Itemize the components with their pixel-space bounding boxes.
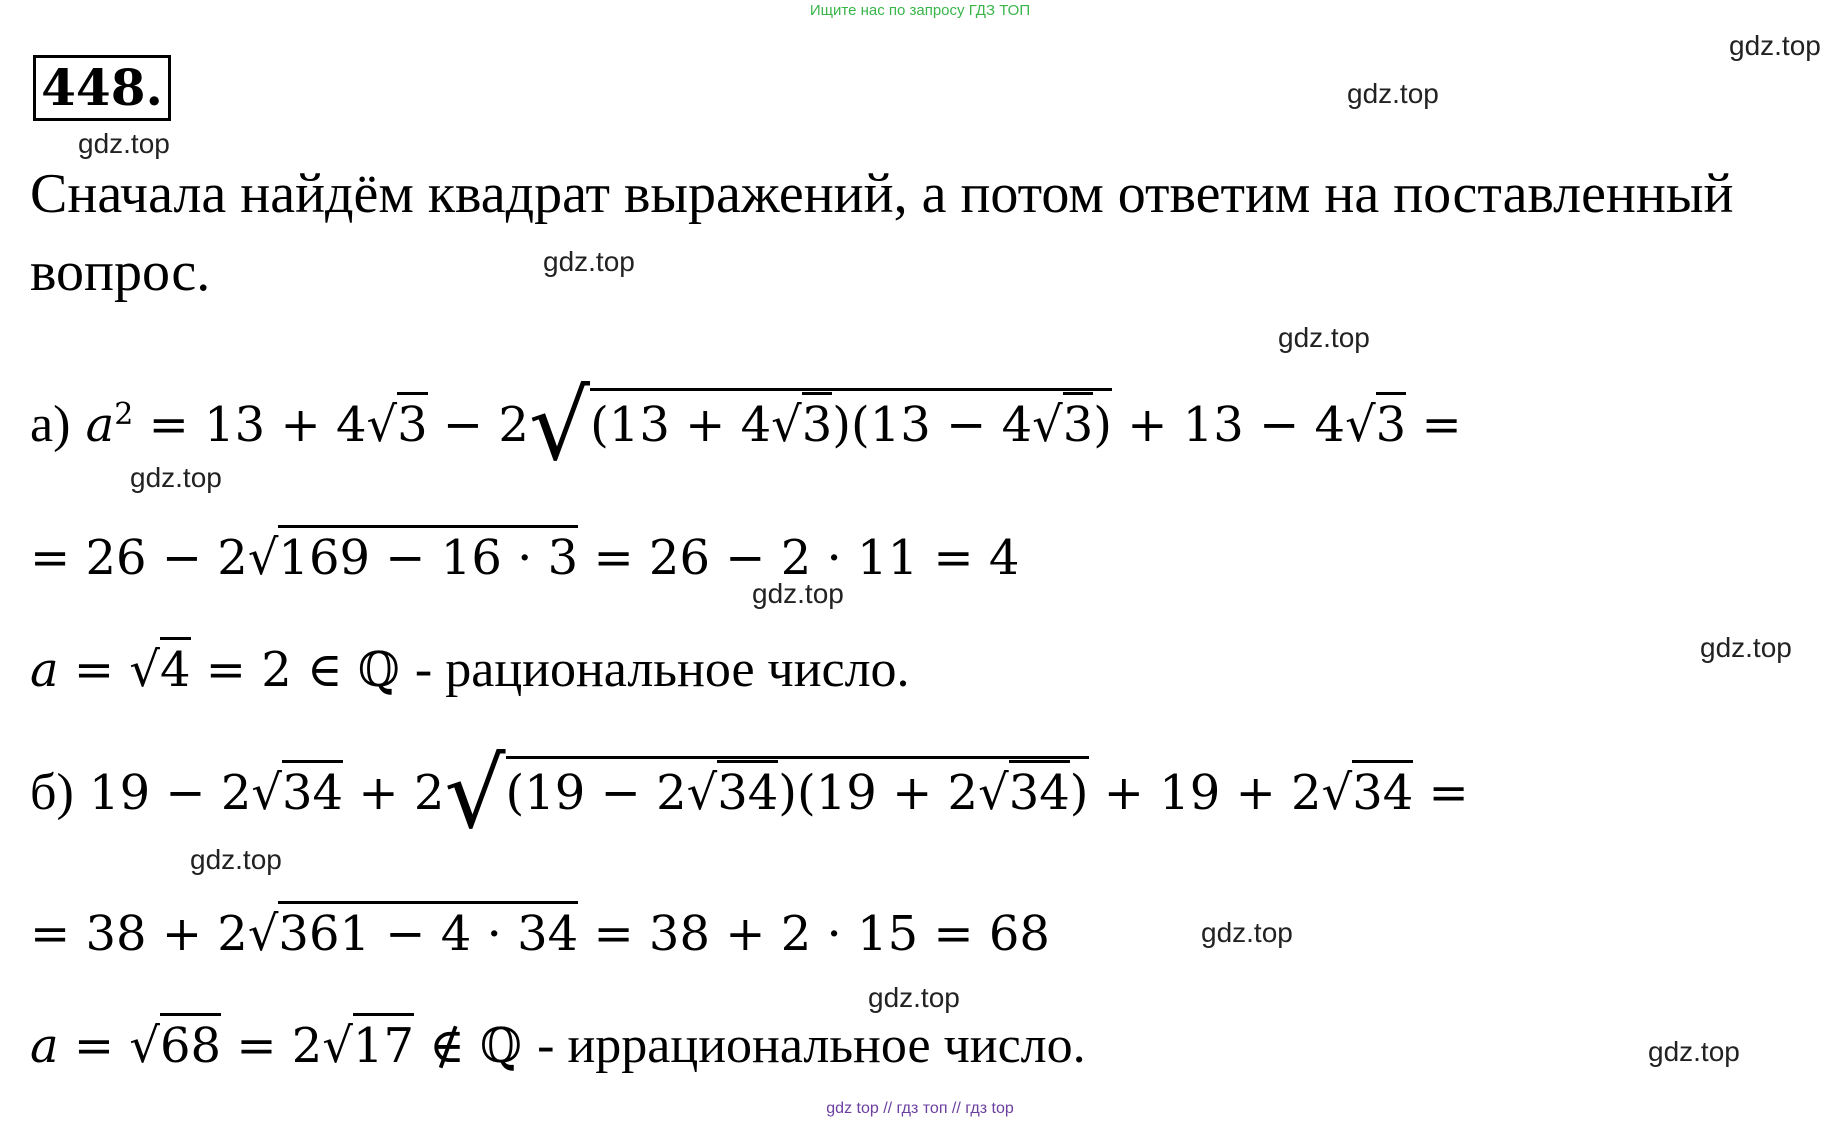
sqrt-symbol: √ [251, 765, 282, 821]
part-b-label: б) [30, 764, 74, 821]
radicand: 4 [160, 637, 191, 698]
conclusion-text: - рациональное число. [414, 641, 910, 698]
sqrt-symbol: √ [247, 530, 279, 586]
watermark: gdz.top [190, 844, 282, 875]
part-b-line-3 [30, 1016, 1086, 1076]
radicand: 3 [397, 392, 428, 453]
conclusion-text: - иррациональное число. [537, 1017, 1086, 1074]
var-a: a [30, 642, 59, 698]
part-a-line-3 [30, 640, 910, 700]
expr-post: + 13 − 4 [1127, 397, 1346, 453]
expr-post: = 2 ∈ ℚ [205, 642, 400, 698]
big-radicand: (13 + 4√3)(13 − 4√3) [590, 388, 1112, 453]
sqrt-symbol: √ [366, 397, 398, 453]
var-a: a [85, 397, 115, 453]
watermark: gdz.top [78, 128, 170, 159]
sqrt-symbol: √ [1345, 397, 1376, 453]
sqrt-symbol: √ [247, 906, 279, 962]
watermark: gdz.top [1648, 1036, 1740, 1067]
radicand: 34 [1352, 760, 1413, 821]
problem-number: 448. [33, 55, 171, 121]
watermark: gdz.top [1201, 917, 1293, 948]
equals: = [73, 642, 115, 698]
big-radicand: (19 − 2√34)(19 + 2√34) [506, 756, 1089, 821]
big-sqrt-symbol: √ [444, 738, 506, 850]
intro-text: Сначала найдём квадрат выражений, а потом ответим на поставленный вопрос. [30, 163, 1734, 303]
footer-watermark: gdz top // гдз топ // гдз top [826, 1100, 1014, 1117]
equals: = [1428, 765, 1469, 821]
watermark: gdz.top [752, 578, 844, 609]
watermark: gdz.top [130, 462, 222, 493]
sqrt-symbol: √ [1321, 765, 1353, 821]
expr-post: = 38 + 2 · 15 = 68 [593, 906, 1050, 962]
expr-mid: − 2 [442, 397, 529, 453]
sqrt-symbol: √ [129, 642, 160, 698]
equals: = [73, 1018, 115, 1074]
big-sqrt-symbol: √ [528, 370, 591, 482]
expr-post: + 19 + 2 [1103, 765, 1322, 821]
watermark: gdz.top [1729, 30, 1821, 61]
watermark: gdz.top [1700, 632, 1792, 663]
watermark: gdz.top [1278, 322, 1370, 353]
top-banner: Ищите нас по запросу ГДЗ ТОП [809, 2, 1031, 19]
watermark: gdz.top [1347, 78, 1439, 109]
sqrt-symbol: √ [129, 1018, 160, 1074]
part-a-line-2 [30, 528, 1019, 588]
radicand: 169 − 16 · 3 [278, 525, 578, 586]
expr-pre: = 38 + 2 [30, 906, 248, 962]
radicand: 361 − 4 · 34 [278, 901, 578, 962]
exponent: 2 [114, 397, 134, 432]
equals: = [1421, 397, 1462, 453]
expr-post: = 26 − 2 · 11 = 4 [593, 530, 1020, 586]
expr-pre: 19 − 2 [89, 765, 252, 821]
radicand: 17 [353, 1013, 414, 1074]
sqrt-symbol: √ [322, 1018, 353, 1074]
part-a-label: а) [30, 396, 71, 453]
expr-pre: = 26 − 2 [30, 530, 248, 586]
radicand: 34 [282, 760, 343, 821]
radicand: 3 [1376, 392, 1407, 453]
part-b-line-2 [30, 904, 1050, 964]
watermark: gdz.top [543, 246, 635, 277]
part-b-line-1 [30, 738, 1469, 850]
expr-post: ∉ ℚ [429, 1018, 522, 1074]
expr-mid: = 2 [236, 1018, 323, 1074]
watermark: gdz.top [868, 982, 960, 1013]
radicand: 68 [160, 1013, 221, 1074]
expr-mid: + 2 [358, 765, 445, 821]
var-a: a [30, 1018, 59, 1074]
expr-pre: = 13 + 4 [148, 397, 367, 453]
